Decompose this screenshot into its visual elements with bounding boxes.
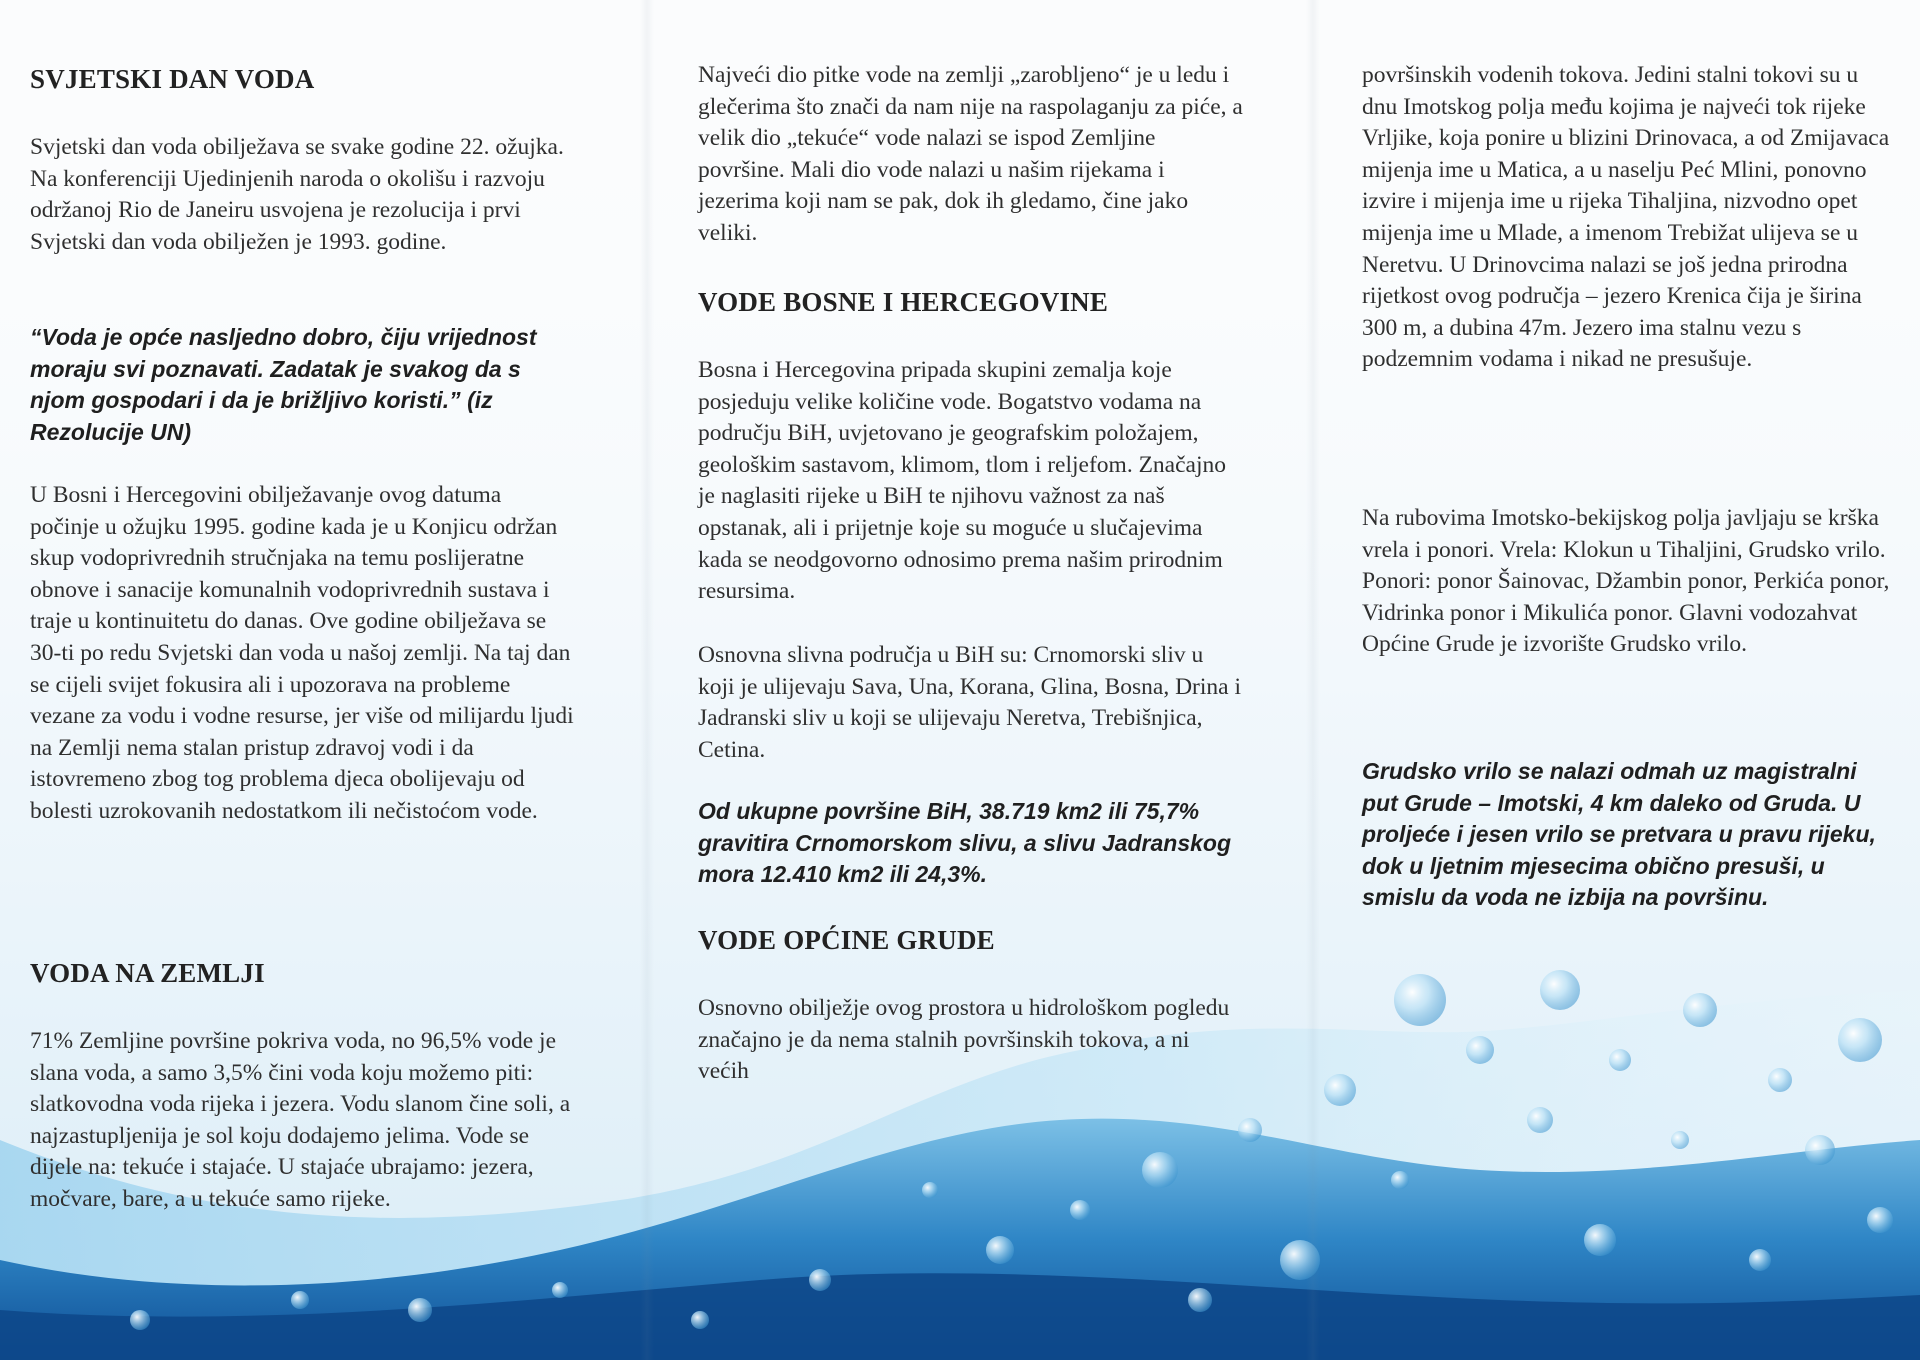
quote-un-resolution: “Voda je opće nasljedno dobro, čiju vrijednost moraju svi poznavati. Zadatak je svakog da s njom gospodari i da je brižljivo koristi.” (iz Rezolucije UN) [30,324,537,445]
paragraph-river-basins: Osnovna slivna područja u BiH su: Crnomorski sliv u koji je ulijevaju Sava, Una, Korana, Glina, Bosna, Drina i Jadranski sliv u koji se ulijevaju Neretva, Trebišnjica, Cetina. [698,642,1241,763]
heading-svjetski-dan-voda: SVJETSKI DAN VODA [30,64,315,94]
paragraph-water-facts: 71% Zemljine površine pokriva voda, no 96,5% vode je slana voda, a samo 3,5% čini voda koju možemo piti: slatkovodna voda rijeka i jezera. Vodu slanom čine soli, a najzastupljenija je sol koju dodajemo jelima. Vode se dijele na: tekuće i stajaće. U stajaće ubrajamo: jezera, močvare, bare, a u tekuće samo rijeke. [30,1028,571,1212]
quote-basin-area: Od ukupne površine BiH, 38.719 km2 ili 75,7% gravitira Crnomorskom slivu, a slivu Jadranskog mora 12.410 km2 ili 24,3%. [698,798,1232,888]
paragraph-intro: Svjetski dan voda obilježava se svake godine 22. ožujka. Na konferenciji Ujedinjenih naroda o okolišu i razvoju održanoj Rio de Janeiru usvojena je rezolucija i prvi Svjetski dan voda obilježen je 1993. godine. [30,134,564,255]
heading-voda-na-zemlji: VODA NA ZEMLJI [30,958,265,988]
paragraph-drinking-water: Najveći dio pitke vode na zemlji „zarobljeno“ je u ledu i glečerima što znači da nam nije na raspolaganju za piće, a velik dio „tekuće“ vode nalazi se ispod Zemljine površine. Mali dio vode nalazi u našim rijekama i jezerima koji nam se pak, dok ih gledamo, čine jako veliki. [698,62,1243,246]
panel-right [1362,0,1892,1360]
paragraph-bih-water-wealth: Bosna i Hercegovina pripada skupini zemalja koje posjeduju velike količine vode. Bogatstvo vodama na području BiH, uvjetovano je geografskim položajem, geološkim sastavom, klimom, tlom i reljefom. Značajno je naglasiti rijeke u BiH te njihovu važnost za naš opstanak, ali i prijetnje koje su moguće u slučajevima kada se neodgovorno odnosimo prema našim prirodnim resursima. [698,357,1227,605]
panel-middle [698,0,1243,1360]
panel-left [30,0,575,1360]
fold-line-2 [1306,0,1320,1360]
paragraph-springs-sinkholes: Na rubovima Imotsko-bekijskog polja javljaju se krška vrela i ponori. Vrela: Klokun u Tihaljini, Grudsko vrilo. Ponori: ponor Šainovac, Džambin ponor, Perkića ponor, Vidrinka ponor i Mikulića ponor. Glavni vodozahvat Općine Grude je izvorište Grudsko vrilo. [1362,505,1890,658]
paragraph-grude-hydrology: Osnovno obilježje ovog prostora u hidrološkom pogledu značajno je da nema stalnih površinskih tokova, a ni većih [698,995,1230,1085]
heading-vode-bih: VODE BOSNE I HERCEGOVINE [698,287,1109,317]
paragraph-vrljika-river: površinskih vodenih tokova. Jedini stalni tokovi su u dnu Imotskog polja među kojima je najveći tok rijeke Vrljike, koja ponire u blizini Drinovaca, a od Zmijavaca mijenja ime u Matica, a u naselju Peć Mlini, ponovno izvire i mijenja ime u rijeka Tihaljina, nizvodno opet mijenja ime u Mlade, a imenom Trebižat ulijeva se u Neretvu. U Drinovcima nalazi se još jedna prirodna rijetkost ovog područja – jezero Krenica čija je širina 300 m, a dubina 47m. Jezero ima stalnu vezu s podzemnim vodama i nikad ne presušuje. [1362,62,1890,373]
fold-line-1 [640,0,654,1360]
heading-vode-opcine-grude: VODE OPĆINE GRUDE [698,925,995,955]
quote-grudsko-vrilo: Grudsko vrilo se nalazi odmah uz magistralni put Grude – Imotski, 4 km daleko od Gruda. U proljeće i jesen vrilo se pretvara u pravu rijeku, dok u ljetnim mjesecima obično presuši, u smislu da voda ne izbija na površinu. [1362,758,1876,911]
paragraph-bih-history: U Bosni i Hercegovini obilježavanje ovog datuma počinje u ožujku 1995. godine kada je u Konjicu održan skup vodoprivrednih stručnjaka na temu poslijeratne obnove i sanacije komunalnih vodoprivrednih sustava i traje u kontinuitetu do danas. Ove godine obilježava se 30-ti po redu Svjetski dan voda u našoj zemlji. Na taj dan se cijeli svijet fokusira ali i upozorava na probleme vezane za vodu i vodne resurse, jer više od milijardu ljudi na Zemlji nema stalan pristup zdravoj vodi i da istovremeno zbog tog problema djeca obolijevaju od bolesti uzrokovanih nedostatkom ili nečistoćom vode. [30,482,574,824]
